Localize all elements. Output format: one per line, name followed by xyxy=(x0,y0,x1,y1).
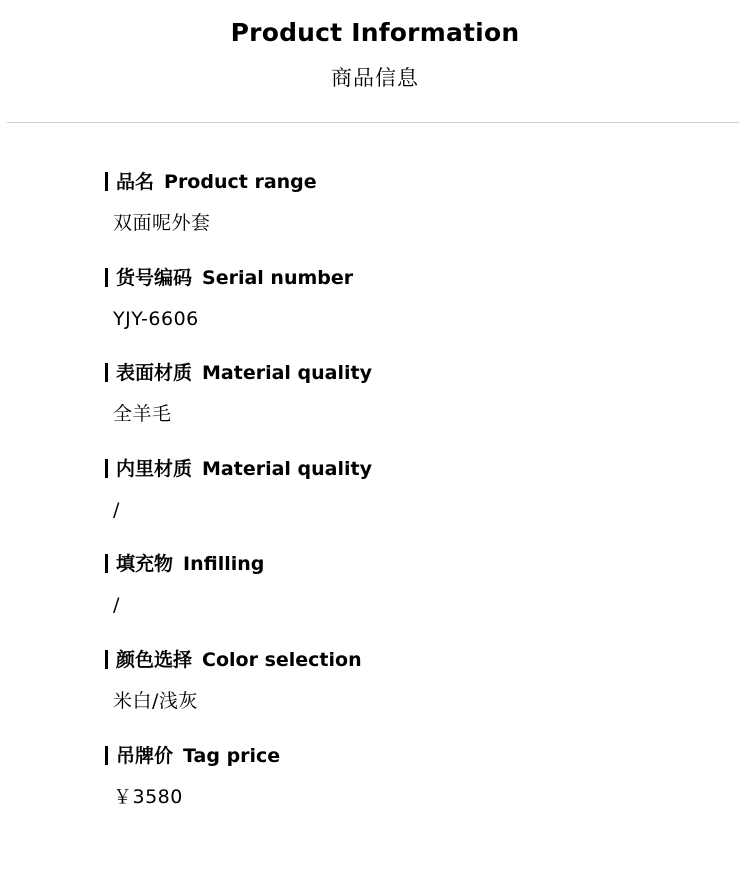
field-label-en: Material quality xyxy=(202,362,372,385)
field-value: 米白/浅灰 xyxy=(113,689,198,712)
field-label-cn: 吊牌价 xyxy=(116,744,174,767)
field-value: 双面呢外套 xyxy=(113,212,211,234)
field-label-cn: 内里材质 xyxy=(116,457,193,480)
field-label-en: Tag price xyxy=(183,744,281,767)
page-header xyxy=(0,0,750,122)
field-label-cn: 填充物 xyxy=(116,553,174,576)
label-bar-marker xyxy=(105,650,108,669)
field-tag-price xyxy=(105,740,705,836)
header-divider xyxy=(7,122,739,123)
field-label-en: Color selection xyxy=(202,648,362,671)
field-lining-material xyxy=(105,453,705,549)
field-label xyxy=(105,169,317,195)
field-label xyxy=(105,647,362,673)
field-product-range xyxy=(105,166,705,262)
field-surface-material xyxy=(105,357,705,453)
field-value: ￥3580 xyxy=(113,785,183,808)
label-bar-marker xyxy=(105,172,108,191)
field-label-cn: 品名 xyxy=(116,171,155,193)
page-title: Product Information xyxy=(230,18,520,47)
product-info-list xyxy=(105,166,705,835)
field-value: / xyxy=(113,594,120,617)
field-label xyxy=(105,360,372,386)
field-label-en: Infilling xyxy=(183,553,265,576)
label-bar-marker xyxy=(105,363,108,382)
label-bar-marker xyxy=(105,268,108,287)
label-bar-marker xyxy=(105,746,108,765)
field-value: 全羊毛 xyxy=(113,403,172,426)
field-label xyxy=(105,265,353,291)
field-label-en: Material quality xyxy=(202,457,372,480)
field-value: / xyxy=(113,498,120,521)
label-bar-marker xyxy=(105,459,108,478)
field-label-cn: 货号编码 xyxy=(116,266,193,289)
field-label xyxy=(105,743,280,769)
field-value: YJY-6606 xyxy=(113,307,199,330)
field-label-cn: 表面材质 xyxy=(116,362,193,385)
field-label xyxy=(105,456,372,482)
label-bar-marker xyxy=(105,554,108,573)
field-serial-number xyxy=(105,262,705,358)
field-label-en: Serial number xyxy=(202,266,354,289)
field-color-selection xyxy=(105,644,705,740)
field-label-en: Product range xyxy=(164,171,317,193)
field-infilling xyxy=(105,548,705,644)
field-label-cn: 颜色选择 xyxy=(116,648,193,671)
page-subtitle: 商品信息 xyxy=(331,66,419,90)
field-label xyxy=(105,551,264,577)
